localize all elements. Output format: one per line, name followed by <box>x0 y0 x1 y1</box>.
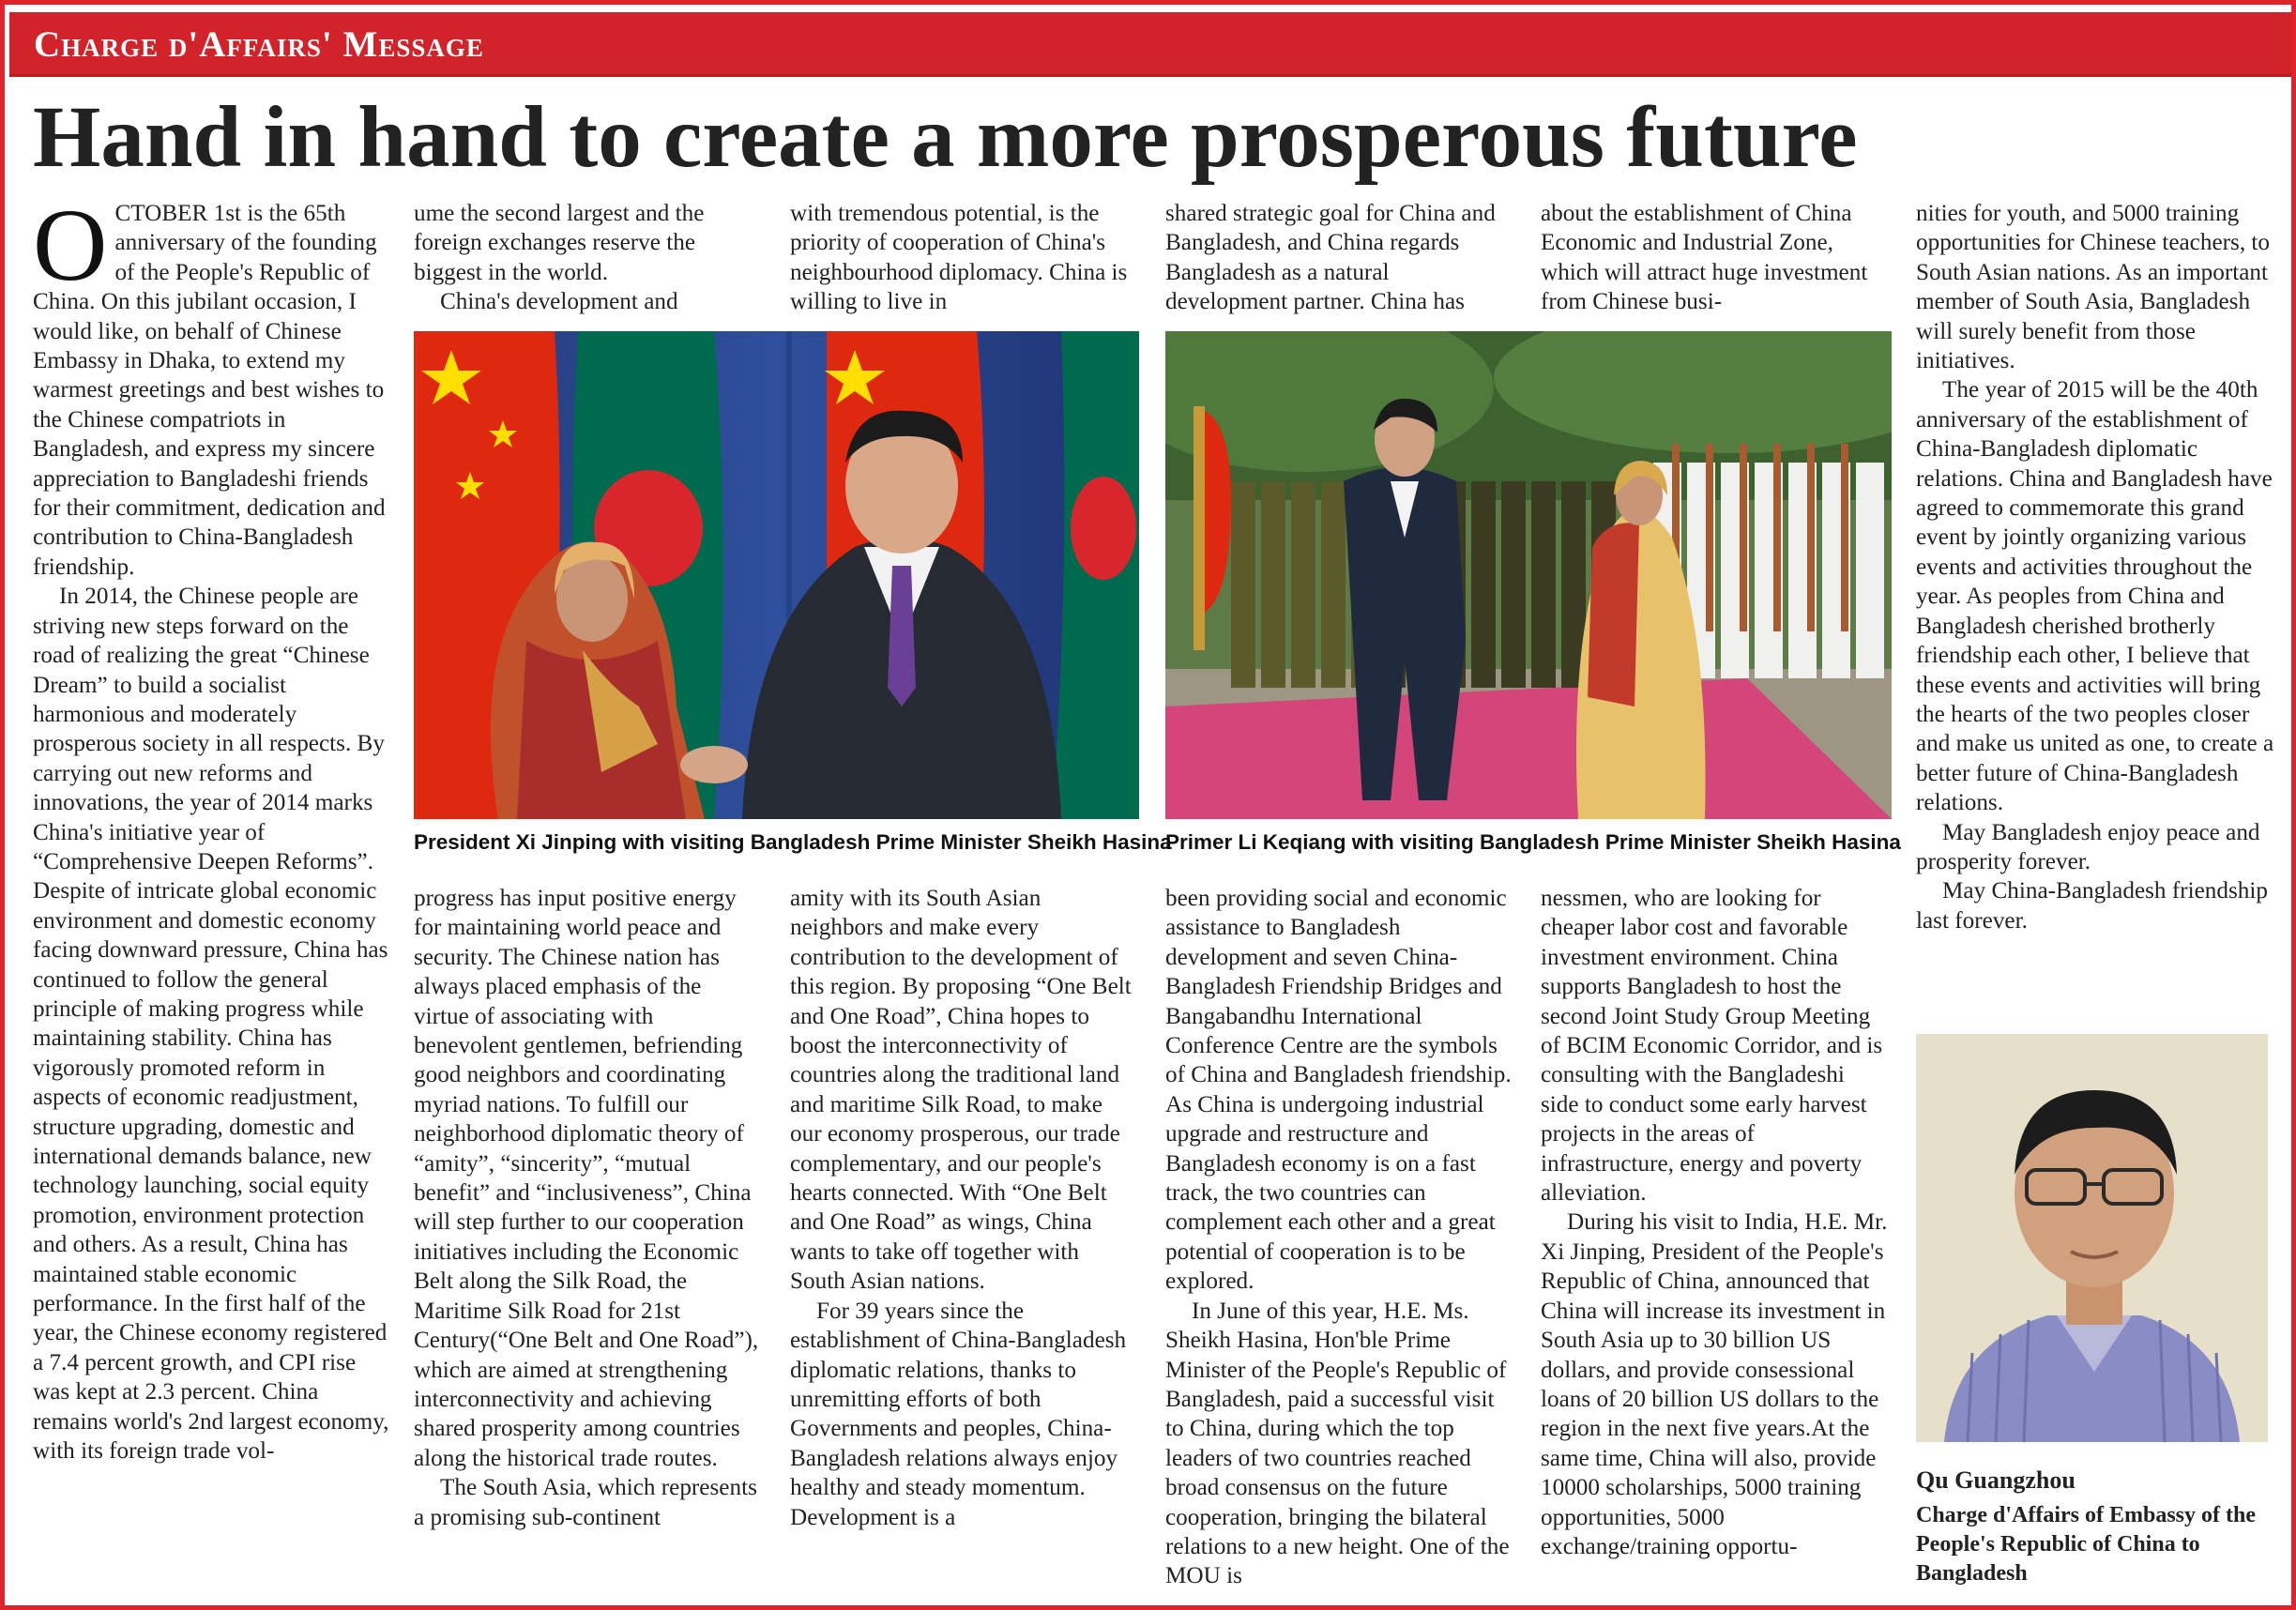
paragraph: nities for youth, and 5000 training opportunities for Chinese teachers, to South Asian nations. As an important member of South Asia, Bangladesh will surely benefit from those initiatives. <box>1916 201 2271 374</box>
section-banner <box>9 12 2291 77</box>
paragraph: amity with its South Asian neighbors and make every contribution to the development of this region. By proposing “One Belt and One Road”, China hopes to boost the interconnectivity of countries along the traditional land and maritime Silk Road, to make our economy prosperous, our trade complementary, and our people's hearts connected. With “One Belt and One Road” as wings, China wants to take off together with South Asian nations. <box>790 886 1132 1295</box>
photo-honor-guard <box>1165 331 1892 819</box>
paragraph: The South Asia, which represents a promising sub-continent <box>414 1475 757 1530</box>
paragraph: progress has input positive energy for maintaining world peace and security. The Chinese nation has always placed emphasis of the virtue of associating with benevolent gentlemen, befriending good neighbors and coordinating myriad nations. To fulfill our neighborhood diplomatic theory of “amity”, “sincerity”, “mutual benefit” and “inclusiveness”, China will step further to our cooperation initiatives including the Economic Belt along the Silk Road, the Maritime Silk Road for 21st Century(“One Belt and One Road”), which are aimed at strengthening interconnectivity and achieving shared prosperity among countries along the historical trade routes. <box>414 886 759 1471</box>
paragraph: May China-Bangladesh friendship last forever. <box>1916 878 2268 934</box>
portrait-photo <box>1916 1034 2268 1442</box>
photo-handshake <box>414 331 1139 819</box>
article-column-5-bottom <box>1541 884 1888 1587</box>
photo-caption-2: Primer Li Keqiang with visiting Bangladesh Prime Minister Sheikh Hasina <box>1165 830 1901 854</box>
article-column-3-top <box>790 199 1137 321</box>
paragraph: During his visit to India, H.E. Mr. Xi Jinping, President of the People's Republic of China, announced that China will increase its investment in South Asia up to 30 billion US dollars, and provide consessional loans of 20 billion US dollars to the region in the next five years.At the same time, China will also, provide 10000 scholarships, 5000 training opportunities, 5000 exchange/training opportu- <box>1541 1209 1888 1559</box>
article-column-2-bottom <box>414 884 761 1587</box>
article-column-1 <box>33 199 389 1587</box>
paragraph: May Bangladesh enjoy peace and prosperity forever. <box>1916 819 2260 874</box>
section-title: Charge d'Affairs' Message <box>34 24 484 65</box>
drop-cap: O <box>33 199 108 302</box>
article-column-6 <box>1916 199 2277 996</box>
article-column-3-bottom <box>790 884 1137 1587</box>
article-column-4-top <box>1165 199 1513 321</box>
signature-name: Qu Guangzhou <box>1916 1466 2076 1494</box>
paragraph: nessmen, who are looking for cheaper labor cost and favorable investment environment. China supports Bangladesh to host the second Joint Study Group Meeting of BCIM Economic Corridor, and is consulting with the Bangladeshi side to conduct some early harvest projects in the areas of infrastructure, energy and poverty alleviation. <box>1541 886 1883 1207</box>
paragraph: China's development and <box>440 289 678 315</box>
signature-title: Charge d'Affairs of Embassy of the People's Republic of China to Bangladesh <box>1916 1503 2256 1586</box>
paragraph: The year of 2015 will be the 40th anniversary of the establishment of China-Bangladesh diplomatic relations. China and Bangladesh have agreed to commemorate this grand event by jointly organizing various events and activities throughout the year. As peoples from China and Bangladesh cherished brotherly friendship each other, I believe that these events and activities will bring the hearts of the two peoples closer and make us united as one, to create a better future of China-Bangladesh relations. <box>1916 377 2274 816</box>
article-column-5-top <box>1541 199 1888 321</box>
article-column-2-top <box>414 199 761 321</box>
photo-caption-1: President Xi Jinping with visiting Bangladesh Prime Minister Sheikh Hasina <box>414 830 1172 854</box>
paragraph: with tremendous potential, is the priority of cooperation of China's neighbourhood diplomacy. China is willing to live in <box>790 201 1128 315</box>
paragraph: In 2014, the Chinese people are striving new steps forward on the road of realizing the great “Chinese Dream” to build a socialist harmonious and moderately prosperous society in all respects. By carrying out new reforms and innovations, the year of 2014 marks China's initiative year of “Comprehensive Deepen Reforms”. Despite of intricate global economic environment and domestic economy facing downward pressure, China has continued to follow the general principle of making progress while maintaining stability. China has vigorously promoted reform in aspects of economic readjustment, structure upgrading, domestic and international demands balance, new technology launching, social equity promotion, environment protection and others. As a result, China has maintained stable economic performance. In the first half of the year, the Chinese economy registered a 7.4 percent growth, and CPI rise was kept at 2.3 percent. China remains world's 2nd largest economy, with its foreign trade vol- <box>33 584 389 1465</box>
headline: Hand in hand to create a more prosperous future <box>33 89 1858 186</box>
paragraph: CTOBER 1st is the 65th anniversary of the founding of the People's Republic of China. On this jubilant occasion, I would like, on behalf of Chinese Embassy in Dhaka, to extend my warmest greetings and best wishes to the Chinese compatriots in Bangladesh, and express my sincere appreciation to Bangladeshi friends for their commitment, dedication and contribution to China-Bangladesh friendship. <box>33 201 386 580</box>
article-column-4-bottom <box>1165 884 1513 1587</box>
paragraph: In June of this year, H.E. Ms. Sheikh Hasina, Hon'ble Prime Minister of the People's Republic of Bangladesh, paid a successful visit to China, during which the top leaders of two countries reached broad consensus on the future cooperation, bringing the bilateral relations to a new height. One of the MOU is <box>1165 1298 1510 1587</box>
paragraph: about the establishment of China Economic and Industrial Zone, which will attract huge investment from Chinese busi- <box>1541 201 1868 315</box>
paragraph: ume the second largest and the foreign exchanges reserve the biggest in the world. <box>414 201 705 285</box>
paragraph: For 39 years since the establishment of China-Bangladesh diplomatic relations, thanks to unremitting efforts of both Governments and peoples, China-Bangladesh relations always enjoy healthy and steady momentum. Development is a <box>790 1298 1127 1530</box>
paragraph: shared strategic goal for China and Bangladesh, and China regards Bangladesh as a natural development partner. China has <box>1165 201 1496 315</box>
paragraph: been providing social and economic assistance to Bangladesh development and seven China-Bangladesh Friendship Bridges and Bangabandhu International Conference Centre are the symbols of China and Bangladesh friendship. As China is undergoing industrial upgrade and restructure and Bangladesh economy is on a fast track, the two countries can complement each other and a great potential of cooperation is to be explored. <box>1165 886 1512 1295</box>
